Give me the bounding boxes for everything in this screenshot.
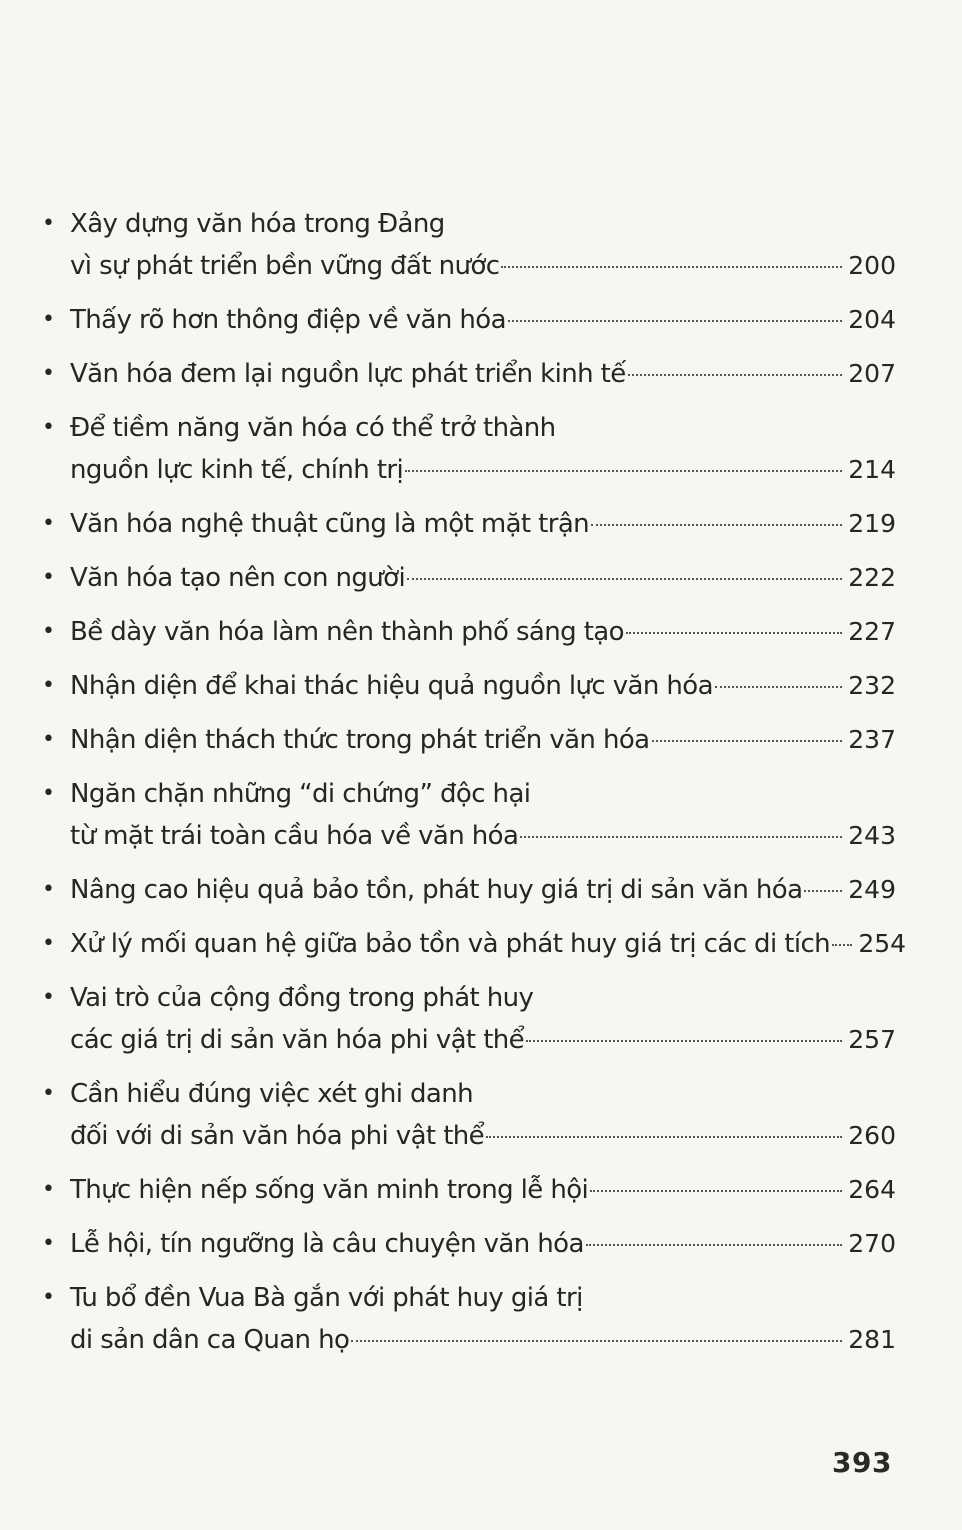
dot-leader [832,944,852,946]
toc-entry-title-line: Để tiềm năng văn hóa có thể trở thành [70,413,556,443]
toc-entry-title-line: vì sự phát triển bền vững đất nước [70,251,500,281]
toc-entry [40,923,907,965]
dot-leader [351,1340,842,1342]
toc-entry-row [70,1169,896,1211]
toc-page-number: 264 [848,1175,896,1204]
dot-leader [586,1244,842,1246]
toc-entry-title-line: đối với di sản văn hóa phi vật thể [70,1121,485,1151]
toc-entry-row [70,245,896,287]
toc-entry-body [70,407,896,491]
toc-entry-body [70,665,896,707]
toc-entry [40,773,896,857]
toc-entry-row [70,1319,896,1361]
toc-entry-body [70,1223,896,1265]
bullet-icon: • [42,415,55,440]
dot-leader [501,266,842,268]
toc-entry-title-line: từ mặt trái toàn cầu hóa về văn hóa [70,821,519,851]
toc-page-number: 232 [848,671,896,700]
toc-entry-title-line: Xây dựng văn hóa trong Đảng [70,209,445,239]
toc-page-number: 204 [848,305,896,334]
toc-entry-body [70,203,896,287]
bullet-icon: • [42,1081,55,1106]
dot-leader [407,578,842,580]
toc-entry [40,611,896,653]
bullet-icon: • [42,619,55,644]
toc-entry-row [70,299,896,341]
toc-page-number: 227 [848,617,896,646]
bullet-icon: • [42,361,55,386]
table-of-contents [40,203,907,1373]
toc-entry-title-line: nguồn lực kinh tế, chính trị [70,455,404,485]
dot-leader [715,686,842,688]
toc-entry-body [70,977,896,1061]
toc-entry-row [70,611,896,653]
toc-entry-title-line: Văn hóa tạo nên con người [70,563,406,593]
bullet-icon: • [42,1177,55,1202]
bullet-icon: • [42,673,55,698]
toc-page-number: 260 [848,1121,896,1150]
toc-entry-row [70,923,907,965]
toc-page-number: 281 [848,1325,896,1354]
toc-entry-title-line: Bề dày văn hóa làm nên thành phố sáng tạo [70,617,624,647]
toc-page-number: 270 [848,1229,896,1258]
toc-entry-title-line: Thực hiện nếp sống văn minh trong lễ hội [70,1175,589,1205]
toc-entry-row [70,1019,896,1061]
toc-entry [40,203,896,287]
bullet-icon: • [42,211,55,236]
toc-entry-row [70,353,896,395]
bullet-icon: • [42,985,55,1010]
toc-entry-body [70,869,896,911]
toc-entry-title-line: Nâng cao hiệu quả bảo tồn, phát huy giá trị di sản văn hóa [70,875,803,905]
bullet-icon: • [42,877,55,902]
toc-entry-title-line: các giá trị di sản văn hóa phi vật thể [70,1025,525,1055]
toc-entry-title-line: Cần hiểu đúng việc xét ghi danh [70,1079,473,1109]
dot-leader [520,836,842,838]
toc-page-number: 219 [848,509,896,538]
toc-page-number: 200 [848,251,896,280]
toc-entry-title-line: Thấy rõ hơn thông điệp về văn hóa [70,305,506,335]
bullet-icon: • [42,565,55,590]
toc-entry-title-line: Tu bổ đền Vua Bà gắn với phát huy giá trị [70,1283,583,1313]
toc-page-number: 249 [848,875,896,904]
toc-entry [40,353,896,395]
toc-entry [40,407,896,491]
toc-entry-row [70,665,896,707]
dot-leader [652,740,843,742]
toc-entry-row [70,869,896,911]
toc-entry [40,1073,896,1157]
dot-leader [526,1040,842,1042]
toc-entry-title-line: Nhận diện thách thức trong phát triển văn hóa [70,725,650,755]
bullet-icon: • [42,1285,55,1310]
toc-page-number: 254 [858,929,907,958]
dot-leader [486,1136,842,1138]
dot-leader [590,1190,842,1192]
toc-entry-row [70,503,896,545]
toc-entry [40,1223,896,1265]
bullet-icon: • [42,931,55,956]
toc-entry-title-line: Lễ hội, tín ngưỡng là câu chuyện văn hóa [70,1229,584,1259]
toc-entry-title-line: Ngăn chặn những “di chứng” độc hại [70,779,531,809]
dot-leader [804,890,842,892]
toc-entry-row [70,449,896,491]
toc-entry [40,299,896,341]
toc-entry-body [70,1277,896,1361]
toc-entry-body [70,773,896,857]
toc-page-number: 243 [848,821,896,850]
toc-entry-body [70,719,896,761]
toc-entry-body [70,611,896,653]
toc-entry [40,1169,896,1211]
toc-entry-body [70,557,896,599]
bullet-icon: • [42,307,55,332]
toc-page-number: 237 [848,725,896,754]
toc-entry-body [70,923,907,965]
toc-entry-body [70,503,896,545]
toc-page-number: 257 [848,1025,896,1054]
toc-entry-body [70,1073,896,1157]
toc-entry [40,503,896,545]
toc-entry-row [70,1223,896,1265]
toc-entry [40,1277,896,1361]
toc-entry-body [70,299,896,341]
bullet-icon: • [42,511,55,536]
dot-leader [405,470,842,472]
toc-entry [40,977,896,1061]
toc-entry-body [70,1169,896,1211]
toc-entry-body [70,353,896,395]
toc-entry-row [70,719,896,761]
toc-entry [40,719,896,761]
toc-entry-row [70,1115,896,1157]
toc-page-number: 214 [848,455,896,484]
toc-entry-title-line: di sản dân ca Quan họ [70,1325,350,1355]
toc-entry [40,557,896,599]
toc-entry-title-line: Vai trò của cộng đồng trong phát huy [70,983,534,1013]
dot-leader [591,524,842,526]
bullet-icon: • [42,781,55,806]
toc-page-number: 207 [848,359,896,388]
toc-entry-title-line: Văn hóa nghệ thuật cũng là một mặt trận [70,509,590,539]
toc-entry-title-line: Văn hóa đem lại nguồn lực phát triển kinh tế [70,359,626,389]
toc-page-number: 222 [848,563,896,592]
toc-entry [40,665,896,707]
toc-entry [40,869,896,911]
bullet-icon: • [42,727,55,752]
dot-leader [508,320,842,322]
dot-leader [626,632,842,634]
toc-entry-row [70,557,896,599]
toc-entry-title-line: Xử lý mối quan hệ giữa bảo tồn và phát huy giá trị các di tích [70,929,831,959]
toc-entry-row [70,815,896,857]
dot-leader [628,374,842,376]
toc-entry-title-line: Nhận diện để khai thác hiệu quả nguồn lực văn hóa [70,671,713,701]
bullet-icon: • [42,1231,55,1256]
page-number: 393 [832,1446,892,1479]
